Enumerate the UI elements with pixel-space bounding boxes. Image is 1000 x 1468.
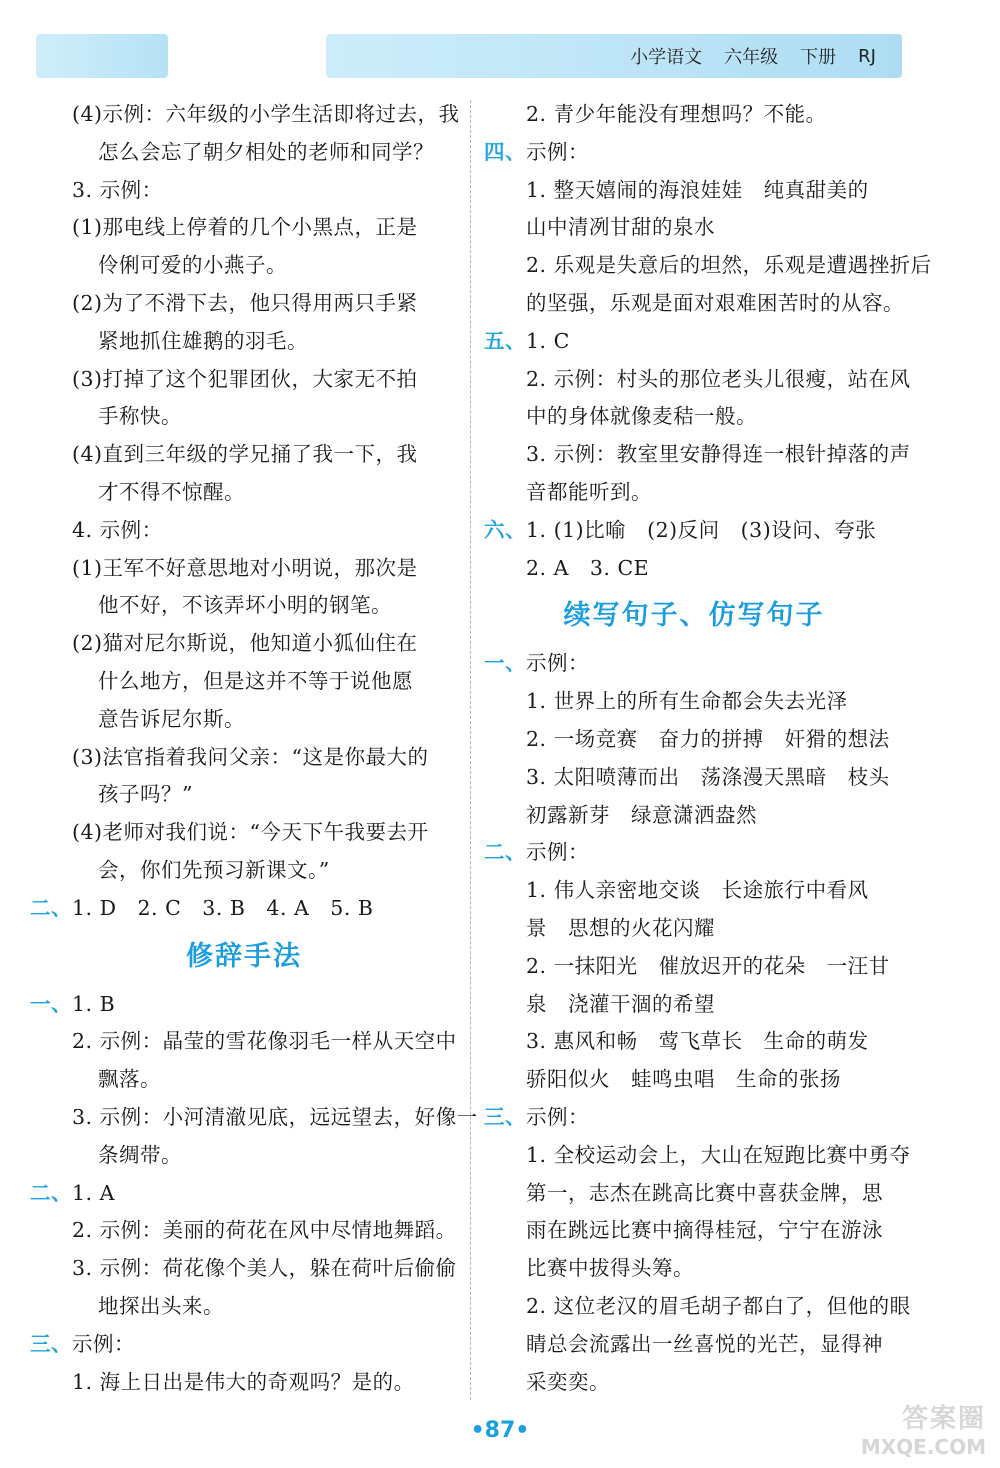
answer-line	[30, 1250, 458, 1288]
answer-line	[484, 474, 904, 512]
header-volume: 下册	[800, 47, 837, 68]
answer-text: 什么地方，但是这并不等于说他愿	[98, 668, 413, 693]
answer-line	[484, 512, 904, 550]
answer-line	[484, 361, 911, 399]
watermark-title: 答案圈	[901, 1404, 986, 1434]
answer-line	[484, 247, 932, 285]
answer-text: (3)打掉了这个犯罪团伙，大家无不拍	[72, 366, 418, 391]
section-title: 续写句子、仿写句子	[563, 600, 825, 632]
answer-text: 地探出头来。	[98, 1293, 224, 1318]
answer-line	[30, 134, 458, 172]
section-number-mark: 一、	[484, 651, 526, 676]
answer-text: 1. 全校运动会上，大山在短跑比赛中勇夺	[526, 1142, 911, 1167]
answer-line	[484, 645, 904, 683]
watermark-url: MXQE.COM	[860, 1435, 986, 1459]
answer-line	[30, 512, 458, 550]
answer-line	[484, 1326, 904, 1364]
section-number-mark: 五、	[484, 328, 526, 353]
answer-line	[484, 1364, 904, 1402]
answer-line	[30, 209, 458, 247]
answer-text: 2. 一抹阳光 催放迟开的花朵 一汪甘	[526, 953, 890, 978]
answer-line	[30, 1137, 458, 1175]
answer-text: 3. 示例：教室里安静得连一根针掉落的声	[526, 442, 911, 467]
answer-line	[30, 1023, 458, 1061]
answer-line	[484, 550, 904, 588]
answer-text: 怎么会忘了朝夕相处的老师和同学？	[98, 139, 434, 164]
answer-text: 泉 浇灌干涸的希望	[526, 991, 715, 1016]
answer-text: 1. 世界上的所有生命都会失去光泽	[526, 689, 848, 714]
answer-line	[484, 872, 904, 910]
answer-line	[484, 436, 911, 474]
answer-line	[30, 1364, 458, 1402]
answer-line	[30, 776, 458, 814]
answer-line	[30, 361, 458, 399]
answer-line	[484, 986, 904, 1024]
answer-line	[30, 814, 458, 852]
answer-text: 1. C	[526, 328, 570, 353]
answer-text: 飘落。	[98, 1067, 161, 1092]
answer-text: 景 思想的火花闪耀	[526, 915, 715, 940]
answer-line	[30, 663, 458, 701]
watermark	[818, 1398, 986, 1460]
header-bar	[326, 34, 902, 78]
answer-line	[30, 1099, 478, 1137]
answer-text: 1. 伟人亲密地交谈 长途旅行中看风	[526, 878, 869, 903]
answer-line	[30, 1212, 458, 1250]
section-number-mark: 一、	[30, 991, 72, 1016]
header-decor-bar	[36, 34, 168, 78]
answer-text: 2. 乐观是失意后的坦然，乐观是遭遇挫折后	[526, 253, 932, 278]
answer-line	[484, 398, 904, 436]
answer-line	[484, 797, 904, 835]
answer-text: 3. 示例：荷花像个美人，躲在荷叶后偷偷	[72, 1256, 457, 1281]
answer-line	[484, 323, 904, 361]
answer-text: (1)那电线上停着的几个小黑点，正是	[72, 215, 418, 240]
answer-text: 2. 示例：村头的那位老头儿很瘦，站在风	[526, 366, 911, 391]
answer-text: 1. 整天嬉闹的海浪娃娃 纯真甜美的	[526, 177, 869, 202]
section-title: 修辞手法	[186, 940, 302, 972]
section-number-mark: 二、	[30, 895, 72, 920]
section-number-mark: 二、	[30, 1180, 72, 1205]
answer-text: 伶俐可爱的小燕子。	[98, 253, 287, 278]
answer-line	[30, 852, 458, 890]
answer-line	[30, 986, 458, 1024]
answer-line	[484, 1061, 904, 1099]
section-number-mark: 六、	[484, 517, 526, 542]
answer-text: 3. 示例：小河清澈见底，远远望去，好像一	[72, 1104, 478, 1129]
answer-text: 示例：	[526, 1104, 589, 1129]
answer-text: 3. 太阳喷薄而出 荡涤漫天黑暗 枝头	[526, 764, 890, 789]
page-number: •87•	[470, 1418, 530, 1443]
answer-text: (3)法官指着我问父亲：“这是你最大的	[72, 744, 429, 769]
answer-line	[30, 1061, 458, 1099]
answer-text: 示例：	[72, 1331, 135, 1356]
answer-line	[30, 739, 458, 777]
answer-line	[30, 1175, 458, 1213]
answer-text: 2. 青少年能没有理想吗？不能。	[526, 102, 827, 126]
answer-text: 示例：	[526, 651, 589, 676]
answer-line	[30, 436, 458, 474]
answer-line	[30, 625, 458, 663]
header-grade: 六年级	[724, 47, 779, 68]
answer-text: 雨在跳远比赛中摘得桂冠，宁宁在游泳	[526, 1218, 883, 1243]
answer-text: (2)为了不滑下去，他只得用两只手紧	[72, 290, 418, 315]
section-number-mark: 三、	[484, 1104, 526, 1129]
answer-text: 采奕奕。	[526, 1369, 610, 1394]
answer-text: 意告诉尼尔斯。	[98, 706, 245, 731]
answer-line	[484, 209, 904, 247]
left-column	[30, 96, 478, 1401]
answer-line	[30, 1288, 458, 1326]
answer-text: (4)直到三年级的学兄捅了我一下，我	[72, 442, 418, 467]
answer-line	[484, 910, 904, 948]
column-divider	[470, 100, 471, 1400]
answer-text: 骄阳似火 蛙鸣虫唱 生命的张扬	[526, 1067, 841, 1092]
answer-text: 2. A 3. CE	[526, 555, 650, 580]
answer-text: 2. 一场竞赛 奋力的拼搏 奸猾的想法	[526, 726, 890, 751]
answer-text: 手称快。	[98, 404, 182, 429]
answer-text: 2. 示例：晶莹的雪花像羽毛一样从天空中	[72, 1029, 457, 1054]
answer-text: 山中清冽甘甜的泉水	[526, 215, 715, 240]
answer-text: 中的身体就像麦秸一般。	[526, 404, 757, 429]
answer-line	[484, 96, 904, 134]
answer-line	[484, 721, 904, 759]
answer-text: 音都能听到。	[526, 479, 652, 504]
answer-line	[30, 323, 458, 361]
answer-line	[484, 172, 904, 210]
answer-line	[30, 890, 458, 928]
answer-text: 第一，志杰在跳高比赛中喜获金牌，思	[526, 1180, 883, 1205]
answer-line	[484, 683, 904, 721]
section-number-mark: 二、	[484, 840, 526, 865]
answer-text: 会，你们先预习新课文。”	[98, 857, 330, 882]
answer-line	[30, 172, 458, 210]
answer-line	[484, 759, 904, 797]
answer-line	[484, 1023, 904, 1061]
answer-text: 示例：	[526, 139, 589, 164]
answer-text: 3. 惠风和畅 莺飞草长 生命的萌发	[526, 1029, 869, 1054]
header-subject: 小学语文	[630, 47, 703, 68]
header-edition: RJ	[858, 45, 876, 67]
answer-text: 条绸带。	[98, 1142, 182, 1167]
answer-line	[484, 834, 904, 872]
answer-line	[484, 134, 904, 172]
answer-text: (1)王军不好意思地对小明说，那次是	[72, 555, 418, 580]
answer-text: 的坚强，乐观是面对艰难困苦时的从容。	[526, 290, 904, 315]
answer-text: 1. B	[72, 991, 116, 1016]
answer-line	[484, 1137, 911, 1175]
answer-text: 4. 示例：	[72, 517, 163, 542]
answer-line	[484, 1175, 904, 1213]
answer-line	[484, 948, 904, 986]
answer-text: 紧地抓住雄鹅的羽毛。	[98, 328, 308, 353]
answer-line	[484, 1099, 904, 1137]
answer-text: 1. A	[72, 1180, 115, 1205]
answer-line	[484, 1288, 911, 1326]
answer-text: (4)示例：六年级的小学生活即将过去，我	[72, 102, 460, 126]
answer-text: 1. D 2. C 3. B 4. A 5. B	[72, 895, 374, 920]
answer-line	[30, 398, 458, 436]
answer-line	[484, 1212, 904, 1250]
answer-text: 初露新芽 绿意潇洒盎然	[526, 802, 757, 827]
section-number-mark: 三、	[30, 1331, 72, 1356]
answer-line	[30, 285, 458, 323]
answer-text: 1. (1)比喻 (2)反问 (3)设问、夸张	[526, 517, 877, 542]
answer-line	[30, 96, 458, 134]
answer-text: 他不好，不该弄坏小明的钢笔。	[98, 593, 392, 618]
answer-text: 1. 海上日出是伟大的奇观吗？是的。	[72, 1369, 415, 1394]
answer-line	[30, 247, 458, 285]
answer-text: 3. 示例：	[72, 177, 163, 202]
answer-text: (2)猫对尼尔斯说，他知道小狐仙住在	[72, 631, 418, 656]
answer-text: 示例：	[526, 840, 589, 865]
answer-line	[30, 587, 458, 625]
section-number-mark: 四、	[484, 139, 526, 164]
answer-line	[30, 550, 458, 588]
right-column	[484, 96, 932, 1401]
answer-line	[30, 701, 458, 739]
answer-text: 2. 这位老汉的眉毛胡子都白了，但他的眼	[526, 1293, 911, 1318]
answer-text: 比赛中拔得头筹。	[526, 1256, 694, 1281]
answer-text: (4)老师对我们说：“今天下午我要去开	[72, 820, 429, 845]
answer-line	[484, 1250, 904, 1288]
answer-text: 2. 示例：美丽的荷花在风中尽情地舞蹈。	[72, 1218, 457, 1243]
answer-line	[30, 1326, 458, 1364]
answer-text: 孩子吗？”	[98, 782, 193, 807]
answer-text: 才不得不惊醒。	[98, 479, 245, 504]
answer-text: 睛总会流露出一丝喜悦的光芒，显得神	[526, 1331, 883, 1356]
answer-line	[484, 285, 904, 323]
answer-line	[30, 474, 458, 512]
